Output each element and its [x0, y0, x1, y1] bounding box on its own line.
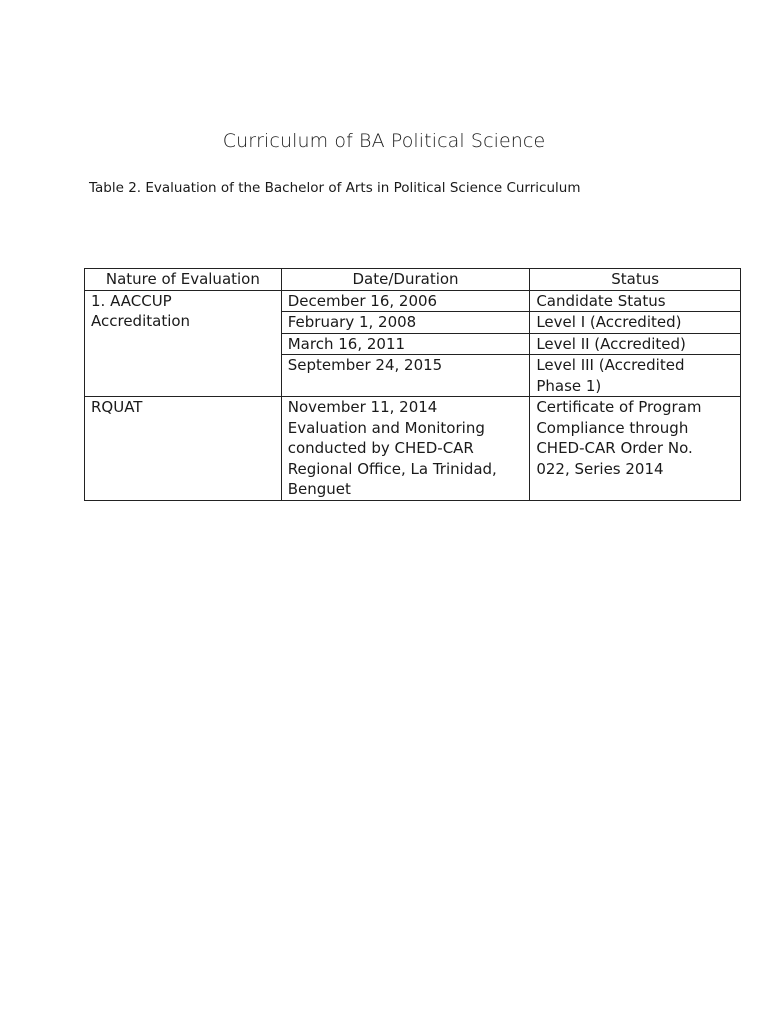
status-cell: [530, 355, 741, 397]
status-cell: Candidate Status: [530, 290, 741, 312]
aaccup-nature-line: Accreditation: [91, 312, 191, 330]
rquat-status-cell: [530, 397, 741, 501]
status-line: Phase 1): [536, 376, 602, 395]
date-cell: February 1, 2008: [281, 312, 530, 334]
header-status: Status: [530, 269, 741, 291]
status-cell: Level I (Accredited): [530, 312, 741, 334]
aaccup-nature-cell: [85, 290, 282, 397]
status-line: 022, Series 2014: [536, 459, 664, 478]
status-line: Level III (Accredited: [536, 356, 685, 374]
status-line: Compliance through: [536, 418, 689, 437]
date-line: Evaluation and Monitoring: [287, 418, 485, 437]
page-title: Curriculum of BA Political Science: [222, 130, 546, 152]
aaccup-nature-line: 1. AACCUP: [91, 291, 172, 310]
date-line: conducted by CHED-CAR: [287, 439, 474, 457]
table-row: [85, 290, 741, 312]
date-line: Benguet: [287, 480, 351, 498]
status-cell: Level II (Accredited): [530, 333, 741, 355]
status-line: CHED-CAR Order No.: [536, 439, 693, 457]
date-cell: March 16, 2011: [281, 333, 530, 355]
rquat-nature-cell: RQUAT: [85, 397, 282, 501]
date-line: November 11, 2014: [287, 398, 438, 416]
header-nature-of-evaluation: Nature of Evaluation: [85, 269, 282, 291]
date-line: Regional Office, La Trinidad,: [287, 459, 497, 478]
rquat-date-cell: [281, 397, 530, 501]
table-caption: Table 2. Evaluation of the Bachelor of Arts in Political Science Curriculum: [89, 180, 581, 196]
table-row: [85, 397, 741, 501]
date-cell: December 16, 2006: [281, 290, 530, 312]
table-header-row: [85, 269, 741, 291]
status-line: Certificate of Program: [536, 398, 702, 416]
evaluation-table: [84, 268, 741, 501]
date-cell: September 24, 2015: [281, 355, 530, 397]
header-date-duration: Date/Duration: [281, 269, 530, 291]
